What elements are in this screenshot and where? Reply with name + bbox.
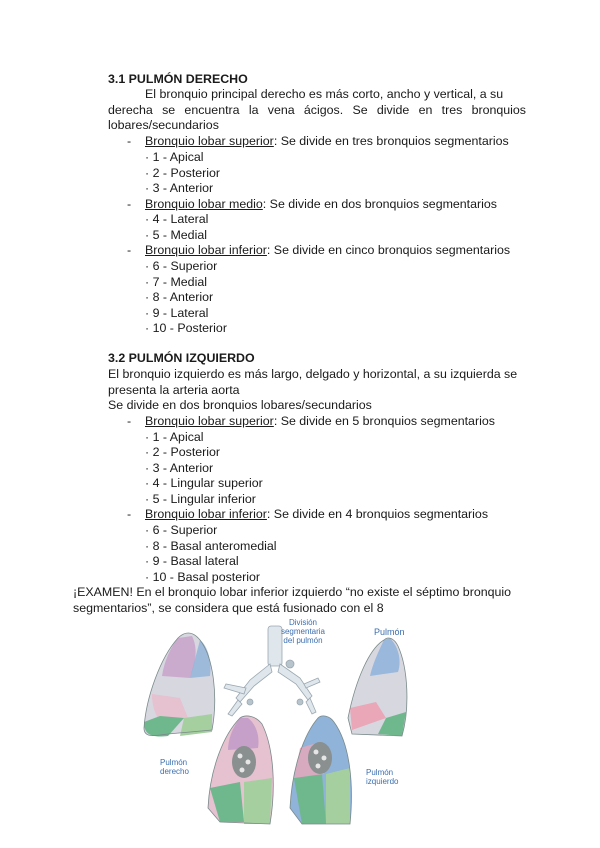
list-dash: - <box>127 196 132 211</box>
caption-line: derecho <box>160 767 189 776</box>
segment-item: · 3 - Anterior <box>145 460 214 475</box>
list-dash: - <box>127 507 132 521</box>
lobar-desc: : Se divide en tres bronquios segmentarios <box>273 134 509 148</box>
lobar-item <box>145 507 488 521</box>
caption-line: Pulmón <box>160 758 188 767</box>
list-dash: - <box>127 134 132 148</box>
lobar-name: Bronquio lobar superior <box>145 414 274 428</box>
caption-line: del pulmón <box>283 636 323 645</box>
lung-illustration <box>140 618 440 838</box>
segment-item: · 1 - Apical <box>145 150 204 164</box>
segment-item: · 1 - Apical <box>145 429 204 444</box>
paragraph-line: presenta la arteria aorta <box>108 382 240 397</box>
lobar-item <box>145 243 510 257</box>
lobar-item <box>145 197 497 211</box>
paragraph-line: lobares/secundarios <box>108 118 219 132</box>
segment-item: · 10 - Posterior <box>145 321 227 335</box>
lobar-desc: : Se divide en 5 bronquios segmentarios <box>273 414 495 428</box>
segment-item: · 9 - Lateral <box>145 305 209 320</box>
lung-segments-figure <box>140 618 440 838</box>
lobar-desc: : Se divide en 4 bronquios segmentarios <box>266 507 489 521</box>
section-heading-left-lung: 3.2 PULMÓN IZQUIERDO <box>108 351 255 365</box>
caption-line: Pulmón <box>366 768 394 777</box>
lobar-item <box>145 414 495 428</box>
caption-line: izquierdo <box>366 777 399 786</box>
list-dash: - <box>127 243 132 257</box>
lobar-name: Bronquio lobar inferior <box>145 243 267 257</box>
paragraph-line: Se divide en dos bronquios lobares/secundarios <box>108 398 372 412</box>
lobar-item <box>145 134 509 148</box>
segment-item: · 8 - Basal anteromedial <box>145 538 277 553</box>
segment-item: · 5 - Medial <box>145 227 207 242</box>
paragraph-line: El bronquio principal derecho es más corto, ancho y vertical, a su <box>145 87 504 101</box>
segment-item: · 3 - Anterior <box>145 181 214 195</box>
lobar-desc: : Se divide en cinco bronquios segmentarios <box>266 243 511 257</box>
segment-item: · 2 - Posterior <box>145 445 221 459</box>
figure-caption-left-lung <box>366 768 398 786</box>
segment-item: · 4 - Lingular superior <box>145 476 263 490</box>
figure-caption-center <box>268 618 338 645</box>
segment-item: · 2 - Posterior <box>145 165 221 180</box>
exam-note-line: ¡EXAMEN! En el bronquio lobar inferior izquierdo “no existe el séptimo bronquio <box>73 585 512 599</box>
paragraph-line: El bronquio izquierdo es más largo, delgado y horizontal, a su izquierda se <box>108 367 518 381</box>
segment-item: · 7 - Medial <box>145 274 207 289</box>
segment-item: · 4 - Lateral <box>145 212 209 226</box>
left-lung-medial-view <box>290 716 351 824</box>
right-lung-medial-view <box>208 716 273 824</box>
left-lung-lateral-view <box>348 638 407 736</box>
lobar-name: Bronquio lobar inferior <box>145 507 267 521</box>
section-heading-right-lung: 3.1 PULMÓN DERECHO <box>108 72 248 86</box>
segment-item: · 10 - Basal posterior <box>145 569 261 584</box>
exam-note-line: segmentarios”, se considera que está fusionado con el 8 <box>73 600 384 615</box>
segment-item: · 6 - Superior <box>145 523 218 537</box>
lobar-name: Bronquio lobar medio <box>145 196 263 211</box>
lobar-name: Bronquio lobar superior <box>145 134 274 148</box>
paragraph-line: derecha se encuentra la vena ácigos. Se divide en tres bronquios <box>108 102 526 117</box>
figure-caption-pulmon: Pulmón <box>374 627 405 637</box>
list-dash: - <box>127 414 132 428</box>
segment-item: · 6 - Superior <box>145 259 218 273</box>
right-lung-lateral-view <box>144 633 215 736</box>
segment-item: · 8 - Anterior <box>145 290 214 304</box>
caption-line: División segmentaria <box>280 618 326 636</box>
segment-item: · 5 - Lingular inferior <box>145 491 256 506</box>
segment-item: · 9 - Basal lateral <box>145 554 239 568</box>
figure-caption-right-lung <box>160 758 189 776</box>
lobar-desc: : Se divide en dos bronquios segmentarios <box>262 196 497 211</box>
